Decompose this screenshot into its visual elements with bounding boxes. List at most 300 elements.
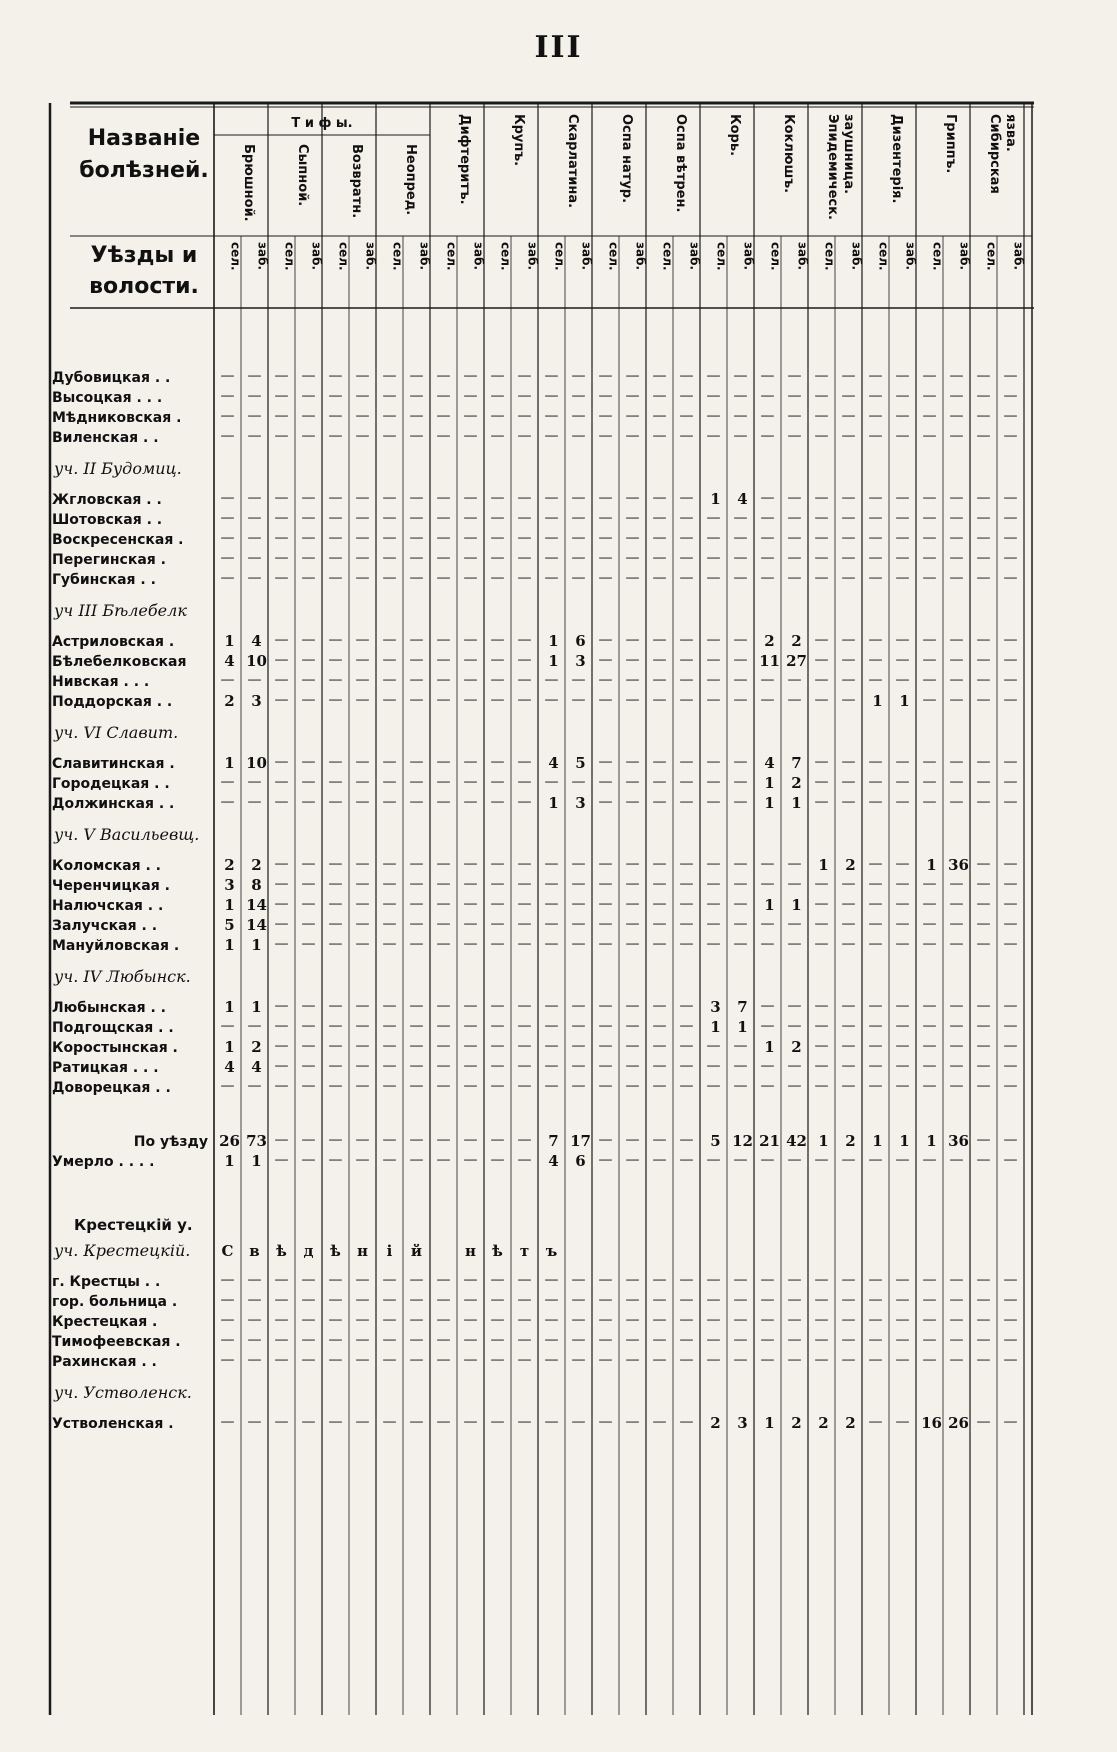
- empty-cell-dash: —: [841, 1332, 856, 1348]
- empty-cell-dash: —: [382, 1038, 397, 1054]
- empty-cell-dash: —: [841, 428, 856, 444]
- empty-cell-dash: —: [436, 876, 451, 892]
- empty-cell-dash: —: [841, 754, 856, 770]
- empty-cell-dash: —: [787, 510, 802, 526]
- row-label: Налючская . .: [52, 898, 164, 914]
- empty-cell-dash: —: [895, 428, 910, 444]
- empty-cell-dash: —: [625, 794, 640, 810]
- empty-cell-dash: —: [787, 530, 802, 546]
- empty-cell-dash: —: [247, 1352, 262, 1368]
- empty-cell-dash: —: [625, 692, 640, 708]
- empty-cell-dash: —: [436, 754, 451, 770]
- empty-cell-dash: —: [355, 916, 370, 932]
- empty-cell-dash: —: [922, 936, 937, 952]
- empty-cell-dash: —: [328, 408, 343, 424]
- empty-cell-dash: —: [463, 1292, 478, 1308]
- empty-cell-dash: —: [679, 408, 694, 424]
- empty-cell-dash: —: [517, 1352, 532, 1368]
- empty-cell-dash: —: [463, 632, 478, 648]
- subheader-label: сел.: [498, 242, 513, 271]
- empty-cell-dash: —: [274, 570, 289, 586]
- empty-cell-dash: —: [220, 368, 235, 384]
- empty-cell-dash: —: [301, 916, 316, 932]
- empty-cell-dash: —: [922, 1312, 937, 1328]
- empty-cell-dash: —: [274, 1152, 289, 1168]
- empty-cell-dash: —: [490, 896, 505, 912]
- empty-cell-dash: —: [490, 408, 505, 424]
- empty-cell-dash: —: [949, 510, 964, 526]
- empty-cell-dash: —: [490, 794, 505, 810]
- empty-cell-dash: —: [463, 1152, 478, 1168]
- empty-cell-dash: —: [598, 1332, 613, 1348]
- empty-cell-dash: —: [463, 1058, 478, 1074]
- empty-cell-dash: —: [220, 672, 235, 688]
- empty-cell-dash: —: [409, 794, 424, 810]
- empty-cell-dash: —: [490, 550, 505, 566]
- empty-cell-dash: —: [976, 1078, 991, 1094]
- empty-cell-dash: —: [382, 794, 397, 810]
- empty-cell-dash: —: [220, 1414, 235, 1430]
- empty-cell-dash: —: [571, 1312, 586, 1328]
- empty-cell-dash: —: [625, 1332, 640, 1348]
- empty-cell-dash: —: [733, 1332, 748, 1348]
- empty-cell-dash: —: [436, 936, 451, 952]
- empty-cell-dash: —: [679, 936, 694, 952]
- empty-cell-dash: —: [490, 652, 505, 668]
- empty-cell-dash: —: [868, 1058, 883, 1074]
- empty-cell-dash: —: [463, 794, 478, 810]
- empty-cell-dash: —: [868, 652, 883, 668]
- empty-cell-dash: —: [760, 936, 775, 952]
- empty-cell-dash: —: [1003, 692, 1018, 708]
- empty-cell-dash: —: [760, 1018, 775, 1034]
- empty-cell-dash: —: [598, 936, 613, 952]
- empty-cell-dash: —: [571, 896, 586, 912]
- empty-cell-dash: —: [436, 550, 451, 566]
- empty-cell-dash: —: [895, 916, 910, 932]
- empty-cell-dash: —: [814, 652, 829, 668]
- empty-cell-dash: —: [841, 998, 856, 1014]
- row-label: г. Крестцы . .: [52, 1274, 161, 1290]
- empty-cell-dash: —: [274, 1018, 289, 1034]
- empty-cell-dash: —: [814, 408, 829, 424]
- empty-cell-dash: —: [328, 1312, 343, 1328]
- empty-cell-dash: —: [247, 1332, 262, 1348]
- empty-cell-dash: —: [814, 368, 829, 384]
- empty-cell-dash: —: [463, 368, 478, 384]
- empty-cell-dash: —: [868, 1272, 883, 1288]
- empty-cell-dash: —: [841, 672, 856, 688]
- empty-cell-dash: —: [598, 1414, 613, 1430]
- empty-cell-dash: —: [814, 1272, 829, 1288]
- empty-cell-dash: —: [409, 1292, 424, 1308]
- empty-cell-dash: —: [652, 550, 667, 566]
- empty-cell-dash: —: [409, 936, 424, 952]
- empty-cell-dash: —: [544, 530, 559, 546]
- empty-cell-dash: —: [841, 510, 856, 526]
- data-cell: 14: [246, 896, 267, 914]
- empty-cell-dash: —: [436, 1332, 451, 1348]
- data-cell: 2: [791, 774, 802, 792]
- empty-cell-dash: —: [247, 1292, 262, 1308]
- empty-cell-dash: —: [409, 896, 424, 912]
- empty-cell-dash: —: [463, 550, 478, 566]
- data-cell: 4: [251, 632, 262, 650]
- empty-cell-dash: —: [301, 1414, 316, 1430]
- empty-cell-dash: —: [571, 570, 586, 586]
- empty-cell-dash: —: [382, 754, 397, 770]
- empty-cell-dash: —: [733, 632, 748, 648]
- empty-cell-dash: —: [841, 916, 856, 932]
- empty-cell-dash: —: [598, 530, 613, 546]
- row-label: Доворецкая . .: [52, 1080, 171, 1096]
- empty-cell-dash: —: [274, 1352, 289, 1368]
- empty-cell-dash: —: [895, 388, 910, 404]
- empty-cell-dash: —: [301, 1272, 316, 1288]
- empty-cell-dash: —: [544, 408, 559, 424]
- empty-cell-dash: —: [463, 998, 478, 1014]
- empty-cell-dash: —: [787, 1078, 802, 1094]
- empty-cell-dash: —: [328, 936, 343, 952]
- empty-cell-dash: —: [814, 1312, 829, 1328]
- empty-cell-dash: —: [571, 936, 586, 952]
- empty-cell-dash: —: [895, 1352, 910, 1368]
- data-cell: 1: [791, 896, 802, 914]
- empty-cell-dash: —: [868, 876, 883, 892]
- subheader-label: сел.: [768, 242, 783, 271]
- empty-cell-dash: —: [409, 632, 424, 648]
- empty-cell-dash: —: [760, 490, 775, 506]
- empty-cell-dash: —: [625, 1038, 640, 1054]
- empty-cell-dash: —: [976, 1352, 991, 1368]
- empty-cell-dash: —: [436, 998, 451, 1014]
- subheader-label: заб.: [687, 242, 702, 271]
- row-label: Бѣлебелковская: [52, 654, 187, 670]
- empty-cell-dash: —: [544, 1332, 559, 1348]
- empty-cell-dash: —: [841, 368, 856, 384]
- empty-cell-dash: —: [382, 1058, 397, 1074]
- empty-cell-dash: —: [652, 1414, 667, 1430]
- empty-cell-dash: —: [355, 1018, 370, 1034]
- empty-cell-dash: —: [841, 570, 856, 586]
- empty-cell-dash: —: [733, 794, 748, 810]
- empty-cell-dash: —: [328, 794, 343, 810]
- empty-cell-dash: —: [1003, 428, 1018, 444]
- data-cell: 5: [710, 1132, 721, 1150]
- empty-cell-dash: —: [814, 1018, 829, 1034]
- empty-cell-dash: —: [490, 692, 505, 708]
- empty-cell-dash: —: [463, 510, 478, 526]
- empty-cell-dash: —: [382, 408, 397, 424]
- no-data-note-letter: в: [249, 1242, 260, 1260]
- empty-cell-dash: —: [274, 998, 289, 1014]
- empty-cell-dash: —: [679, 530, 694, 546]
- empty-cell-dash: —: [760, 570, 775, 586]
- empty-cell-dash: —: [895, 936, 910, 952]
- empty-cell-dash: —: [220, 570, 235, 586]
- empty-cell-dash: —: [247, 774, 262, 790]
- empty-cell-dash: —: [1003, 632, 1018, 648]
- empty-cell-dash: —: [787, 1058, 802, 1074]
- data-cell: 2: [818, 1414, 829, 1432]
- data-cell: 7: [791, 754, 802, 772]
- empty-cell-dash: —: [679, 490, 694, 506]
- empty-cell-dash: —: [976, 774, 991, 790]
- empty-cell-dash: —: [409, 1132, 424, 1148]
- empty-cell-dash: —: [355, 1414, 370, 1430]
- empty-cell-dash: —: [220, 408, 235, 424]
- empty-cell-dash: —: [868, 998, 883, 1014]
- empty-cell-dash: —: [409, 998, 424, 1014]
- empty-cell-dash: —: [976, 998, 991, 1014]
- empty-cell-dash: —: [868, 1038, 883, 1054]
- empty-cell-dash: —: [949, 632, 964, 648]
- empty-cell-dash: —: [598, 550, 613, 566]
- empty-cell-dash: —: [517, 856, 532, 872]
- empty-cell-dash: —: [976, 876, 991, 892]
- empty-cell-dash: —: [382, 1078, 397, 1094]
- empty-cell-dash: —: [517, 652, 532, 668]
- empty-cell-dash: —: [436, 388, 451, 404]
- empty-cell-dash: —: [949, 570, 964, 586]
- row-label: Коломская . .: [52, 858, 161, 874]
- empty-cell-dash: —: [328, 570, 343, 586]
- empty-cell-dash: —: [949, 550, 964, 566]
- empty-cell-dash: —: [868, 1152, 883, 1168]
- empty-cell-dash: —: [922, 408, 937, 424]
- empty-cell-dash: —: [679, 1018, 694, 1034]
- empty-cell-dash: —: [571, 408, 586, 424]
- column-header: Сыпной.: [295, 144, 310, 207]
- data-cell: 16: [921, 1414, 942, 1432]
- empty-cell-dash: —: [436, 1152, 451, 1168]
- empty-cell-dash: —: [733, 916, 748, 932]
- empty-cell-dash: —: [301, 632, 316, 648]
- empty-cell-dash: —: [571, 490, 586, 506]
- empty-cell-dash: —: [1003, 896, 1018, 912]
- data-cell: 1: [899, 692, 910, 710]
- empty-cell-dash: —: [409, 510, 424, 526]
- empty-cell-dash: —: [760, 1332, 775, 1348]
- empty-cell-dash: —: [868, 936, 883, 952]
- empty-cell-dash: —: [868, 510, 883, 526]
- empty-cell-dash: —: [571, 916, 586, 932]
- empty-cell-dash: —: [301, 530, 316, 546]
- data-cell: 1: [251, 998, 262, 1016]
- empty-cell-dash: —: [652, 754, 667, 770]
- empty-cell-dash: —: [1003, 1018, 1018, 1034]
- data-cell: 5: [224, 916, 235, 934]
- empty-cell-dash: —: [841, 774, 856, 790]
- empty-cell-dash: —: [625, 570, 640, 586]
- empty-cell-dash: —: [409, 428, 424, 444]
- empty-cell-dash: —: [652, 896, 667, 912]
- column-header: Коклюшъ.: [781, 114, 796, 194]
- empty-cell-dash: —: [409, 570, 424, 586]
- empty-cell-dash: —: [490, 1352, 505, 1368]
- empty-cell-dash: —: [976, 1292, 991, 1308]
- empty-cell-dash: —: [490, 998, 505, 1014]
- empty-cell-dash: —: [274, 794, 289, 810]
- data-cell: 3: [575, 794, 586, 812]
- empty-cell-dash: —: [949, 1312, 964, 1328]
- empty-cell-dash: —: [922, 754, 937, 770]
- empty-cell-dash: —: [625, 388, 640, 404]
- empty-cell-dash: —: [787, 570, 802, 586]
- empty-cell-dash: —: [220, 510, 235, 526]
- empty-cell-dash: —: [517, 936, 532, 952]
- empty-cell-dash: —: [652, 408, 667, 424]
- data-cell: 36: [948, 1132, 969, 1150]
- empty-cell-dash: —: [895, 510, 910, 526]
- empty-cell-dash: —: [598, 672, 613, 688]
- empty-cell-dash: —: [625, 550, 640, 566]
- empty-cell-dash: —: [328, 428, 343, 444]
- empty-cell-dash: —: [976, 754, 991, 770]
- empty-cell-dash: —: [949, 652, 964, 668]
- empty-cell-dash: —: [382, 570, 397, 586]
- empty-cell-dash: —: [895, 1312, 910, 1328]
- empty-cell-dash: —: [679, 550, 694, 566]
- empty-cell-dash: —: [571, 530, 586, 546]
- empty-cell-dash: —: [679, 368, 694, 384]
- empty-cell-dash: —: [355, 368, 370, 384]
- column-header: Сибирская: [987, 114, 1002, 194]
- empty-cell-dash: —: [598, 1038, 613, 1054]
- empty-cell-dash: —: [463, 754, 478, 770]
- empty-cell-dash: —: [895, 1414, 910, 1430]
- data-cell: 1: [710, 1018, 721, 1036]
- empty-cell-dash: —: [490, 388, 505, 404]
- empty-cell-dash: —: [814, 510, 829, 526]
- empty-cell-dash: —: [355, 1038, 370, 1054]
- empty-cell-dash: —: [355, 632, 370, 648]
- empty-cell-dash: —: [490, 1272, 505, 1288]
- empty-cell-dash: —: [733, 368, 748, 384]
- empty-cell-dash: —: [490, 1018, 505, 1034]
- empty-cell-dash: —: [463, 570, 478, 586]
- row-label: Виленская . .: [52, 430, 159, 446]
- data-cell: 1: [224, 754, 235, 772]
- empty-cell-dash: —: [463, 1352, 478, 1368]
- section-label: уч. Крестецкій.: [54, 1241, 191, 1260]
- data-cell: 11: [759, 652, 780, 670]
- empty-cell-dash: —: [544, 856, 559, 872]
- subheader-label: сел.: [336, 242, 351, 271]
- empty-cell-dash: —: [328, 1152, 343, 1168]
- empty-cell-dash: —: [868, 1332, 883, 1348]
- subheader-label: сел.: [660, 242, 675, 271]
- empty-cell-dash: —: [598, 916, 613, 932]
- empty-cell-dash: —: [895, 1058, 910, 1074]
- empty-cell-dash: —: [706, 876, 721, 892]
- row-label: Астриловская .: [52, 634, 175, 650]
- empty-cell-dash: —: [463, 530, 478, 546]
- empty-cell-dash: —: [922, 794, 937, 810]
- empty-cell-dash: —: [544, 1018, 559, 1034]
- empty-cell-dash: —: [1003, 510, 1018, 526]
- empty-cell-dash: —: [733, 692, 748, 708]
- empty-cell-dash: —: [949, 1332, 964, 1348]
- empty-cell-dash: —: [841, 1352, 856, 1368]
- empty-cell-dash: —: [436, 368, 451, 384]
- empty-cell-dash: —: [625, 408, 640, 424]
- empty-cell-dash: —: [382, 672, 397, 688]
- empty-cell-dash: —: [247, 1272, 262, 1288]
- row-label: Перегинская .: [52, 552, 166, 568]
- empty-cell-dash: —: [679, 876, 694, 892]
- empty-cell-dash: —: [220, 1292, 235, 1308]
- empty-cell-dash: —: [301, 856, 316, 872]
- empty-cell-dash: —: [598, 1132, 613, 1148]
- data-cell: 1: [251, 1152, 262, 1170]
- empty-cell-dash: —: [868, 1312, 883, 1328]
- empty-cell-dash: —: [733, 876, 748, 892]
- empty-cell-dash: —: [517, 672, 532, 688]
- empty-cell-dash: —: [976, 1312, 991, 1328]
- empty-cell-dash: —: [517, 896, 532, 912]
- empty-cell-dash: —: [868, 774, 883, 790]
- empty-cell-dash: —: [328, 1038, 343, 1054]
- empty-cell-dash: —: [274, 1078, 289, 1094]
- empty-cell-dash: —: [301, 1292, 316, 1308]
- data-cell: 1: [224, 632, 235, 650]
- empty-cell-dash: —: [949, 998, 964, 1014]
- empty-cell-dash: —: [301, 510, 316, 526]
- empty-cell-dash: —: [895, 1018, 910, 1034]
- data-cell: 1: [224, 1152, 235, 1170]
- data-cell: 2: [224, 856, 235, 874]
- empty-cell-dash: —: [895, 632, 910, 648]
- data-cell: 4: [548, 1152, 559, 1170]
- empty-cell-dash: —: [355, 1272, 370, 1288]
- data-cell: 3: [251, 692, 262, 710]
- empty-cell-dash: —: [274, 1132, 289, 1148]
- empty-cell-dash: —: [706, 1272, 721, 1288]
- empty-cell-dash: —: [949, 916, 964, 932]
- empty-cell-dash: —: [814, 754, 829, 770]
- empty-cell-dash: —: [733, 510, 748, 526]
- empty-cell-dash: —: [976, 388, 991, 404]
- empty-cell-dash: —: [1003, 1292, 1018, 1308]
- empty-cell-dash: —: [544, 368, 559, 384]
- empty-cell-dash: —: [625, 1132, 640, 1148]
- empty-cell-dash: —: [949, 876, 964, 892]
- empty-cell-dash: —: [679, 428, 694, 444]
- column-header: заушница.: [841, 114, 856, 195]
- empty-cell-dash: —: [652, 1078, 667, 1094]
- no-data-note-letter: С: [221, 1242, 234, 1260]
- empty-cell-dash: —: [706, 632, 721, 648]
- empty-cell-dash: —: [787, 1152, 802, 1168]
- data-cell: 21: [759, 1132, 780, 1150]
- empty-cell-dash: —: [922, 1078, 937, 1094]
- empty-cell-dash: —: [895, 652, 910, 668]
- empty-cell-dash: —: [733, 550, 748, 566]
- empty-cell-dash: —: [733, 1292, 748, 1308]
- data-cell: 1: [926, 856, 937, 874]
- empty-cell-dash: —: [382, 774, 397, 790]
- data-cell: 10: [246, 652, 267, 670]
- empty-cell-dash: —: [355, 794, 370, 810]
- empty-cell-dash: —: [544, 672, 559, 688]
- empty-cell-dash: —: [490, 510, 505, 526]
- empty-cell-dash: —: [463, 1078, 478, 1094]
- column-header: язва.: [1003, 114, 1018, 152]
- empty-cell-dash: —: [544, 570, 559, 586]
- data-cell: 1: [764, 774, 775, 792]
- data-cell: 1: [710, 490, 721, 508]
